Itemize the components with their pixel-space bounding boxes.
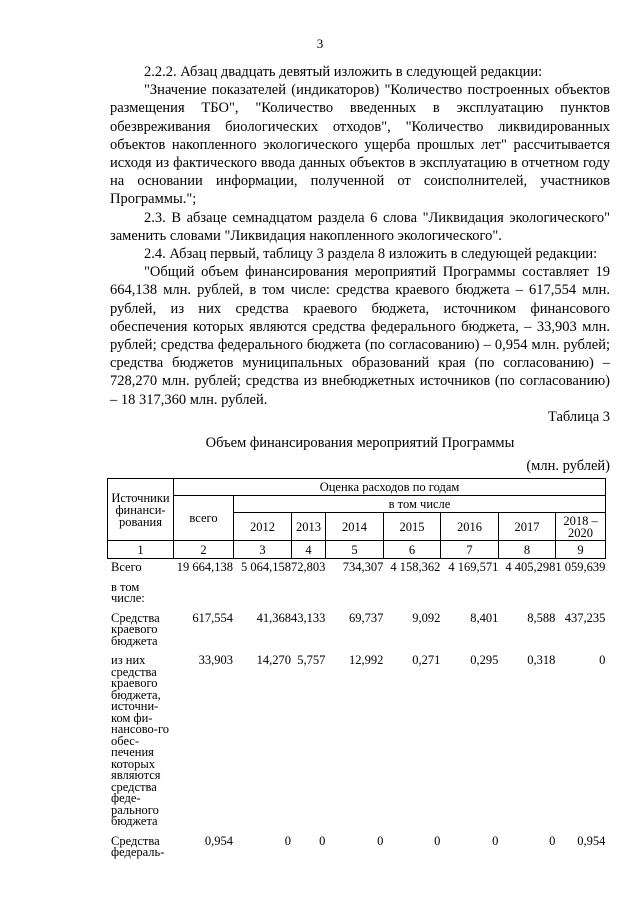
table-cell: 12,992 (349, 653, 384, 667)
table-cell: 1 059,639 (555, 560, 606, 574)
col-number: 4 (292, 541, 326, 559)
header-sources: Источники финанси-рования (108, 479, 174, 541)
table-cell: 41,368 (256, 610, 291, 625)
table-body (107, 562, 605, 867)
row-label: из них средства краевого бюджета, источни-ком фи-нансово-го обес-печения которых являются средства феде-рального бюджета (111, 653, 170, 828)
table-cell (291, 582, 325, 605)
header-year: 2018 – 2020 (556, 513, 606, 541)
table-row (107, 655, 605, 828)
table-cell: 734,307 (342, 560, 384, 574)
table-label: Таблица 3 (547, 409, 610, 425)
table-cell: 0,954 (204, 833, 233, 848)
row-label: в том числе: (111, 579, 145, 605)
table-row (107, 562, 605, 574)
table-cell: 33,903 (198, 653, 233, 667)
page-number: 3 (316, 36, 324, 51)
table-cell: 0,954 (577, 833, 606, 848)
table-cell: 0 (599, 653, 606, 667)
col-number: 8 (499, 541, 556, 559)
table-cell: 4 158,362 (390, 560, 441, 574)
col-number: 7 (441, 541, 499, 559)
table-title: Объем финансирования мероприятий Программы (205, 435, 515, 451)
row-label: Средства краевого бюджета (111, 610, 160, 648)
table-header (107, 478, 606, 559)
table-row (107, 582, 605, 605)
col-number: 3 (234, 541, 292, 559)
table-cell: 5 064,158 (241, 560, 291, 574)
table-cell (233, 582, 291, 605)
table-units: (млн. рублей) (526, 458, 610, 474)
paragraph-2-4: 2.4. Абзац первый, таблицу 3 раздела 8 изложить в следующей редакции: (144, 246, 598, 263)
table-cell: 8,588 (527, 610, 556, 625)
table-cell (555, 582, 605, 605)
table-row (107, 836, 605, 859)
table-cell: 0 (284, 833, 291, 848)
header-year: 2015 (384, 513, 441, 541)
table-row (107, 613, 605, 648)
col-number: 1 (108, 541, 174, 559)
table-cell: 72,803 (291, 560, 326, 574)
header-year: 2017 (499, 513, 556, 541)
table-cell: 437,235 (564, 610, 606, 625)
table-cell: 4 405,298 (505, 560, 556, 574)
table-cell: 8,401 (470, 610, 499, 625)
col-number: 9 (556, 541, 606, 559)
header-total: всего (174, 496, 234, 541)
table-cell (325, 582, 383, 605)
header-year: 2016 (441, 513, 499, 541)
table-cell: 0 (549, 833, 556, 848)
header-estimate: Оценка расходов по годам (174, 479, 606, 496)
paragraph-financing: "Общий объем финансирования мероприятий Программы составляет 19 664,138 млн. рублей, в том числе: средства краевого бюджета – 617,554 млн. рублей, из них средства краевого бюджета, источником финансового обеспечения которых являются средства федерального бюджета, – 33,903 млн. рублей; средства федерального бюджета (по согласованию) – 0,954 млн. рублей; средства бюджетов муниципальных образований края (по согласованию) – 728,270 млн. рублей; средства из внебюджетных источников (по согласованию) – 18 317,360 млн. рублей. (110, 264, 610, 408)
table-cell: 4 169,571 (448, 560, 499, 574)
row-label: Всего (111, 560, 142, 574)
table-cell: 0,295 (470, 653, 499, 667)
row-label: Средства федераль- (111, 833, 165, 859)
col-number: 5 (326, 541, 384, 559)
table-cell (173, 582, 233, 605)
header-year: 2013 (292, 513, 326, 541)
table-cell: 14,270 (256, 653, 291, 667)
table-cell (383, 582, 440, 605)
paragraph-2-3: 2.3. В абзаце семнадцатом раздела 6 слова "Ликвидация экологического" заменить словами "Ликвидация накопленного экологического". (110, 209, 610, 244)
table-cell: 617,554 (192, 610, 233, 625)
header-year: 2014 (326, 513, 384, 541)
table-cell: 9,092 (412, 610, 441, 625)
table-cell: 43,133 (291, 610, 326, 625)
col-number: 2 (174, 541, 234, 559)
table-cell: 69,737 (349, 610, 384, 625)
table-cell (498, 582, 555, 605)
table-cell: 19 664,138 (176, 560, 233, 574)
table-cell: 5,757 (297, 653, 326, 667)
table-cell: 0 (492, 833, 499, 848)
table-cell: 0 (434, 833, 441, 848)
table-cell: 0,271 (412, 653, 441, 667)
paragraph-indicators: "Значение показателей (индикаторов) "Количество построенных объектов размещения ТБО", "Количество введенных в эксплуатацию пунктов обезвреживания биологических отходов", "Количество ликвидированных объектов накопленного экологического ущерба прошлых лет" рассчитывается исходя из фактического ввода данных объектов в эксплуатацию в отчетном году на основании информации, полученной от соисполнителей, участников Программы."; (110, 82, 610, 208)
paragraph-2-2-2: 2.2.2. Абзац двадцать девятый изложить в следующей редакции: (144, 64, 543, 80)
table-cell: 0 (377, 833, 384, 848)
table-cell (440, 582, 498, 605)
header-including: в том числе (234, 496, 606, 513)
body-text (110, 63, 610, 409)
table-cell: 0 (319, 833, 326, 848)
table-cell: 0,318 (527, 653, 556, 667)
col-number: 6 (384, 541, 441, 559)
header-year: 2012 (234, 513, 292, 541)
